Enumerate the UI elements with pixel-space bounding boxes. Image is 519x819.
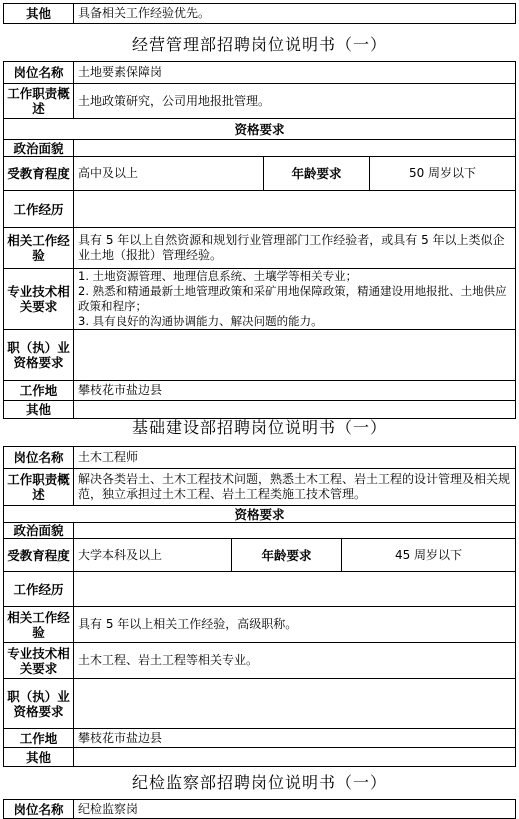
- skill-value: [74, 269, 516, 330]
- duty-value: 解决各类岩土、土木工程技术问题，熟悉土木工程、岩土工程的设计管理及相关规范，独立承担过土木工程、岩土工程类施工技术管理。: [74, 469, 516, 506]
- political-value: [74, 523, 516, 539]
- job-table: [3, 446, 516, 767]
- education-value: 高中及以上: [74, 157, 264, 191]
- section-title: 纪检监察部招聘岗位说明书（一）: [131, 773, 387, 792]
- skill-item: 1. 土地资源管理、地理信息系统、土壤学等相关专业；: [78, 269, 358, 283]
- skill-value: [74, 643, 516, 679]
- job-table: [3, 799, 516, 819]
- age-label: 年龄要求: [264, 157, 370, 191]
- certification-label: 职（执）业资格要求: [4, 330, 74, 381]
- position-label: 岗位名称: [4, 447, 74, 469]
- certification-label: 职（执）业资格要求: [4, 679, 74, 729]
- other-label: 其他: [4, 401, 74, 419]
- age-value: 45 周岁以下: [342, 539, 516, 572]
- related-experience-label: 相关工作经验: [4, 228, 74, 269]
- position-value: 土木工程师: [74, 447, 516, 469]
- age-value: 50 周岁以下: [370, 157, 516, 191]
- work-experience-value: [74, 191, 516, 228]
- location-label: 工作地: [4, 729, 74, 748]
- duty-value: 土地政策研究，公司用地报批管理。: [74, 84, 516, 119]
- position-label: 岗位名称: [4, 62, 74, 84]
- position-value: 纪检监察岗: [74, 800, 516, 819]
- location-label: 工作地: [4, 381, 74, 401]
- related-experience-value: 具有 5 年以上相关工作经验，高级职称。: [74, 607, 516, 643]
- other-row: [4, 4, 516, 24]
- certification-value: [74, 330, 516, 381]
- skill-label: 专业技术相关要求: [4, 643, 74, 679]
- qualification-header: 资格要求: [4, 119, 516, 140]
- political-label: 政治面貌: [4, 140, 74, 157]
- position-value: 土地要素保障岗: [74, 62, 516, 84]
- skill-item: 土木工程、岩土工程等相关专业。: [78, 653, 259, 667]
- section-title: 基础建设部招聘岗位说明书（一）: [131, 418, 387, 437]
- section-title: 经营管理部招聘岗位说明书（一）: [131, 35, 387, 54]
- other-value: [74, 748, 516, 767]
- skill-label: 专业技术相关要求: [4, 269, 74, 330]
- age-label: 年龄要求: [232, 539, 342, 572]
- work-experience-label: 工作经历: [4, 572, 74, 607]
- position-label: 岗位名称: [4, 800, 74, 819]
- qualification-header: 资格要求: [4, 506, 516, 523]
- location-value: 攀枝花市盐边县: [74, 729, 516, 748]
- work-experience-label: 工作经历: [4, 191, 74, 228]
- related-experience-value: 具有 5 年以上自然资源和规划行业管理部门工作经验者，或具有 5 年以上类似企业土地（报批）管理经验。: [74, 228, 516, 269]
- education-label: 受教育程度: [4, 157, 74, 191]
- certification-value: [74, 679, 516, 729]
- job-table: [3, 61, 516, 419]
- top-table: [3, 3, 516, 24]
- location-value: 攀枝花市盐边县: [74, 381, 516, 401]
- education-value: 大学本科及以上: [74, 539, 232, 572]
- other-label: 其他: [4, 748, 74, 767]
- education-label: 受教育程度: [4, 539, 74, 572]
- political-label: 政治面貌: [4, 523, 74, 539]
- other-value: 具备相关工作经验优先。: [74, 4, 516, 24]
- political-value: [74, 140, 516, 157]
- duty-label: 工作职责概述: [4, 84, 74, 119]
- skill-item: 3. 具有良好的沟通协调能力、解决问题的能力。: [78, 314, 323, 328]
- related-experience-label: 相关工作经验: [4, 607, 74, 643]
- duty-label: 工作职责概述: [4, 469, 74, 506]
- other-label: 其他: [4, 4, 74, 24]
- skill-item: 2. 熟悉和精通最新土地管理政策和采矿用地保障政策，精通建设用地报批、土地供应政策和程序；: [78, 284, 507, 313]
- work-experience-value: [74, 572, 516, 607]
